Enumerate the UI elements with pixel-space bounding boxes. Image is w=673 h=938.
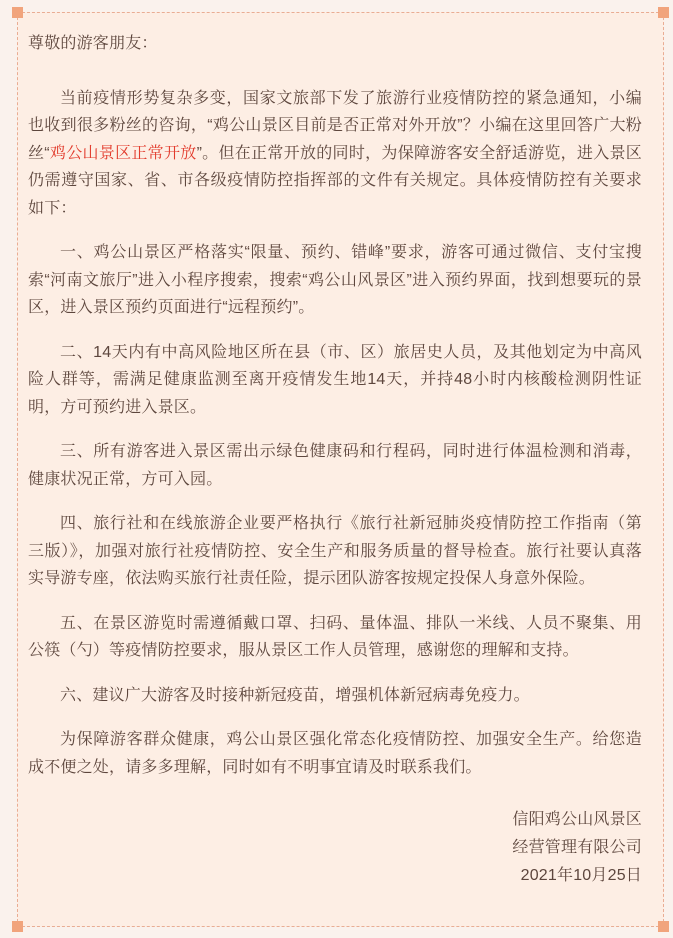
rule-paragraph-5: 五、在景区游览时需遵循戴口罩、扫码、量体温、排队一米线、人员不聚集、用公筷（勺）等疫情防控要求，服从景区工作人员管理，感谢您的理解和支持。 bbox=[28, 614, 642, 659]
rule-paragraph-4: 四、旅行社和在线旅游企业要严格执行《旅行社新冠肺炎疫情防控工作指南（第三版）》，加强对旅行社疫情防控、安全生产和服务质量的督导检查。旅行社要认真落实导游专座，依法购买旅行社责任险，提示团队游客按规定投保人身意外保险。 bbox=[28, 515, 642, 587]
signature-date: 2021年10月25日 bbox=[520, 867, 642, 884]
intro-paragraph bbox=[28, 85, 642, 223]
rule-paragraph-3: 三、所有游客进入景区需出示绿色健康码和行程码，同时进行体温检测和消毒，健康状况正常，方可入园。 bbox=[28, 443, 642, 488]
frame-corner-top-right-icon bbox=[658, 7, 669, 18]
rule-paragraph-2: 二、14天内有中高风险地区所在县（市、区）旅居史人员，及其他划定为中高风险人群等，需满足健康监测至离开疫情发生地14天，并持48小时内核酸检测阴性证明，方可预约进入景区。 bbox=[28, 343, 642, 416]
closing-paragraph: 为保障游客群众健康，鸡公山景区强化常态化疫情防控、加强安全生产。给您造成不便之处，请多多理解，同时如有不明事宜请及时联系我们。 bbox=[28, 731, 642, 776]
intro-text-post: ”。但在正常开放的同时，为保障游客安全舒适游览，进入景区仍需遵守国家、省、市各级疫情防控指挥部的文件有关规定。具体疫情防控有关要求如下： bbox=[28, 144, 642, 217]
signature-org-line2: 经营管理有限公司 bbox=[512, 839, 642, 856]
frame-corner-bottom-left-icon bbox=[12, 921, 23, 932]
notice-content bbox=[28, 30, 642, 890]
signature-org-line1: 信阳鸡公山风景区 bbox=[512, 811, 642, 828]
rule-paragraph-1: 一、鸡公山景区严格落实“限量、预约、错峰”要求，游客可通过微信、支付宝搜索“河南文旅厅”进入小程序搜索，搜索“鸡公山风景区”进入预约界面，找到想要玩的景区，进入景区预约页面进行“远程预约”。 bbox=[28, 244, 642, 316]
rule-paragraph-6: 六、建议广大游客及时接种新冠疫苗，增强机体新冠病毒免疫力。 bbox=[60, 686, 530, 704]
salutation: 尊敬的游客朋友： bbox=[28, 35, 158, 52]
intro-text-pre: 当前疫情形势复杂多变，国家文旅部下发了旅游行业疫情防控的紧急通知，小编也收到很多粉丝的咨询，“鸡公山景区目前是否正常对外开放”？小编在这里回答广大粉丝“ bbox=[28, 89, 642, 162]
frame-corner-top-left-icon bbox=[12, 7, 23, 18]
signature-block bbox=[28, 806, 642, 890]
open-status-highlight: 鸡公山景区正常开放 bbox=[49, 144, 197, 162]
frame-corner-bottom-right-icon bbox=[658, 921, 669, 932]
